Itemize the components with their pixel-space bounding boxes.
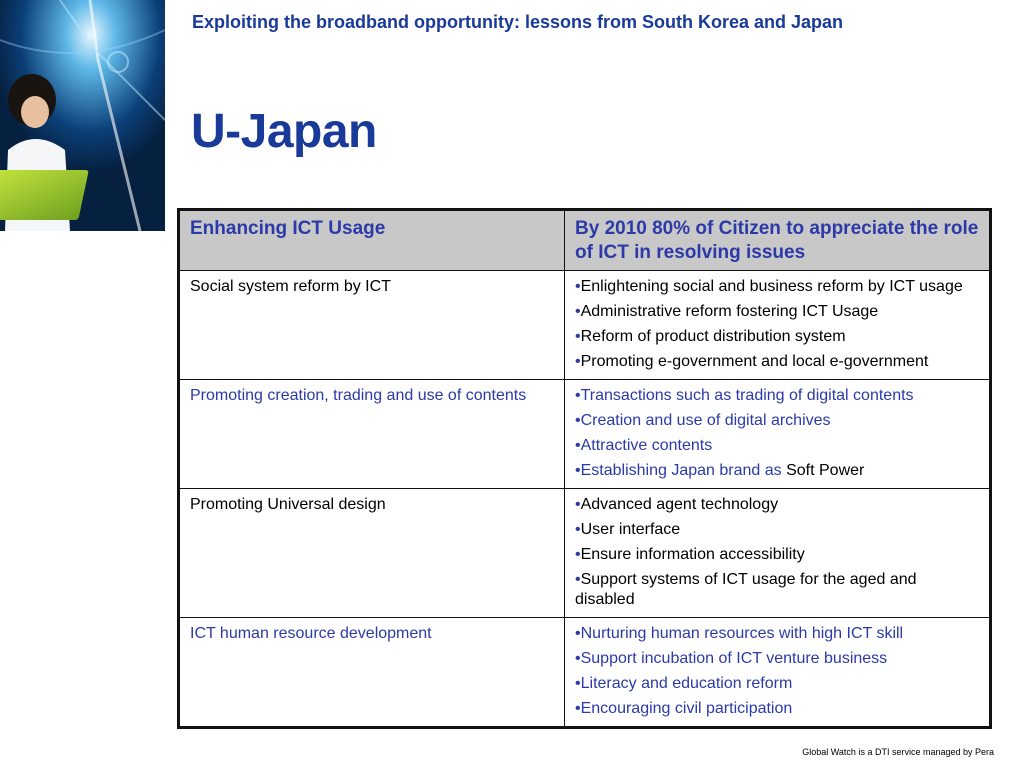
row-items xyxy=(565,380,991,489)
list-item: •Creation and use of digital archives xyxy=(575,412,831,429)
column-header-goal: By 2010 80% of Citizen to appreciate the role of ICT in resolving issues xyxy=(565,210,991,271)
list-item: •User interface xyxy=(575,521,681,538)
table-row xyxy=(179,380,991,489)
slide-title: U-Japan xyxy=(191,105,377,158)
table-header-row xyxy=(179,210,991,271)
list-item: •Reform of product distribution system xyxy=(575,328,846,345)
list-item: •Attractive contents xyxy=(575,437,713,454)
row-label: Promoting Universal design xyxy=(179,489,565,618)
bullet-icon: • xyxy=(575,303,581,320)
list-item: •Ensure information accessibility xyxy=(575,546,805,563)
bullet-icon: • xyxy=(575,650,581,667)
row-items xyxy=(565,618,991,728)
bullet-icon: • xyxy=(575,700,581,717)
list-item: •Administrative reform fostering ICT Usage xyxy=(575,303,879,320)
u-japan-table xyxy=(177,208,992,729)
list-item: •Literacy and education reform xyxy=(575,675,793,692)
list-item: •Promoting e-government and local e-government xyxy=(575,353,929,370)
bullet-icon: • xyxy=(575,328,581,345)
list-item: •Support incubation of ICT venture business xyxy=(575,650,888,667)
bullet-icon: • xyxy=(575,625,581,642)
list-item: •Advanced agent technology xyxy=(575,496,779,513)
list-item: •Transactions such as trading of digital contents xyxy=(575,387,914,404)
bullet-icon: • xyxy=(575,412,581,429)
list-item: •Encouraging civil participation xyxy=(575,700,793,717)
bullet-icon: • xyxy=(575,387,581,404)
soft-power-text: Soft Power xyxy=(786,462,865,479)
bullet-icon: • xyxy=(575,278,581,295)
row-label: Promoting creation, trading and use of contents xyxy=(179,380,565,489)
list-item: •Enlightening social and business reform by ICT usage xyxy=(575,278,963,295)
header-photo xyxy=(0,0,165,231)
bullet-icon: • xyxy=(575,353,581,370)
row-label: ICT human resource development xyxy=(179,618,565,728)
row-label: Social system reform by ICT xyxy=(179,271,565,380)
list-item: •Support systems of ICT usage for the aged and disabled xyxy=(575,571,917,608)
bullet-icon: • xyxy=(575,571,581,588)
column-header-category: Enhancing ICT Usage xyxy=(179,210,565,271)
list-item: •Establishing Japan brand as Soft Power xyxy=(575,462,865,479)
footer-text: Global Watch is a DTI service managed by Pera xyxy=(802,747,994,757)
bullet-icon: • xyxy=(575,521,581,538)
bullet-icon: • xyxy=(575,496,581,513)
list-item: •Nurturing human resources with high ICT skill xyxy=(575,625,904,642)
row-items xyxy=(565,489,991,618)
row-items xyxy=(565,271,991,380)
table-row xyxy=(179,618,991,728)
bullet-icon: • xyxy=(575,462,581,479)
bullet-icon: • xyxy=(575,675,581,692)
bullet-icon: • xyxy=(575,546,581,563)
table-row xyxy=(179,271,991,380)
table-row xyxy=(179,489,991,618)
header-title: Exploiting the broadband opportunity: lessons from South Korea and Japan xyxy=(192,12,844,32)
bullet-icon: • xyxy=(575,437,581,454)
